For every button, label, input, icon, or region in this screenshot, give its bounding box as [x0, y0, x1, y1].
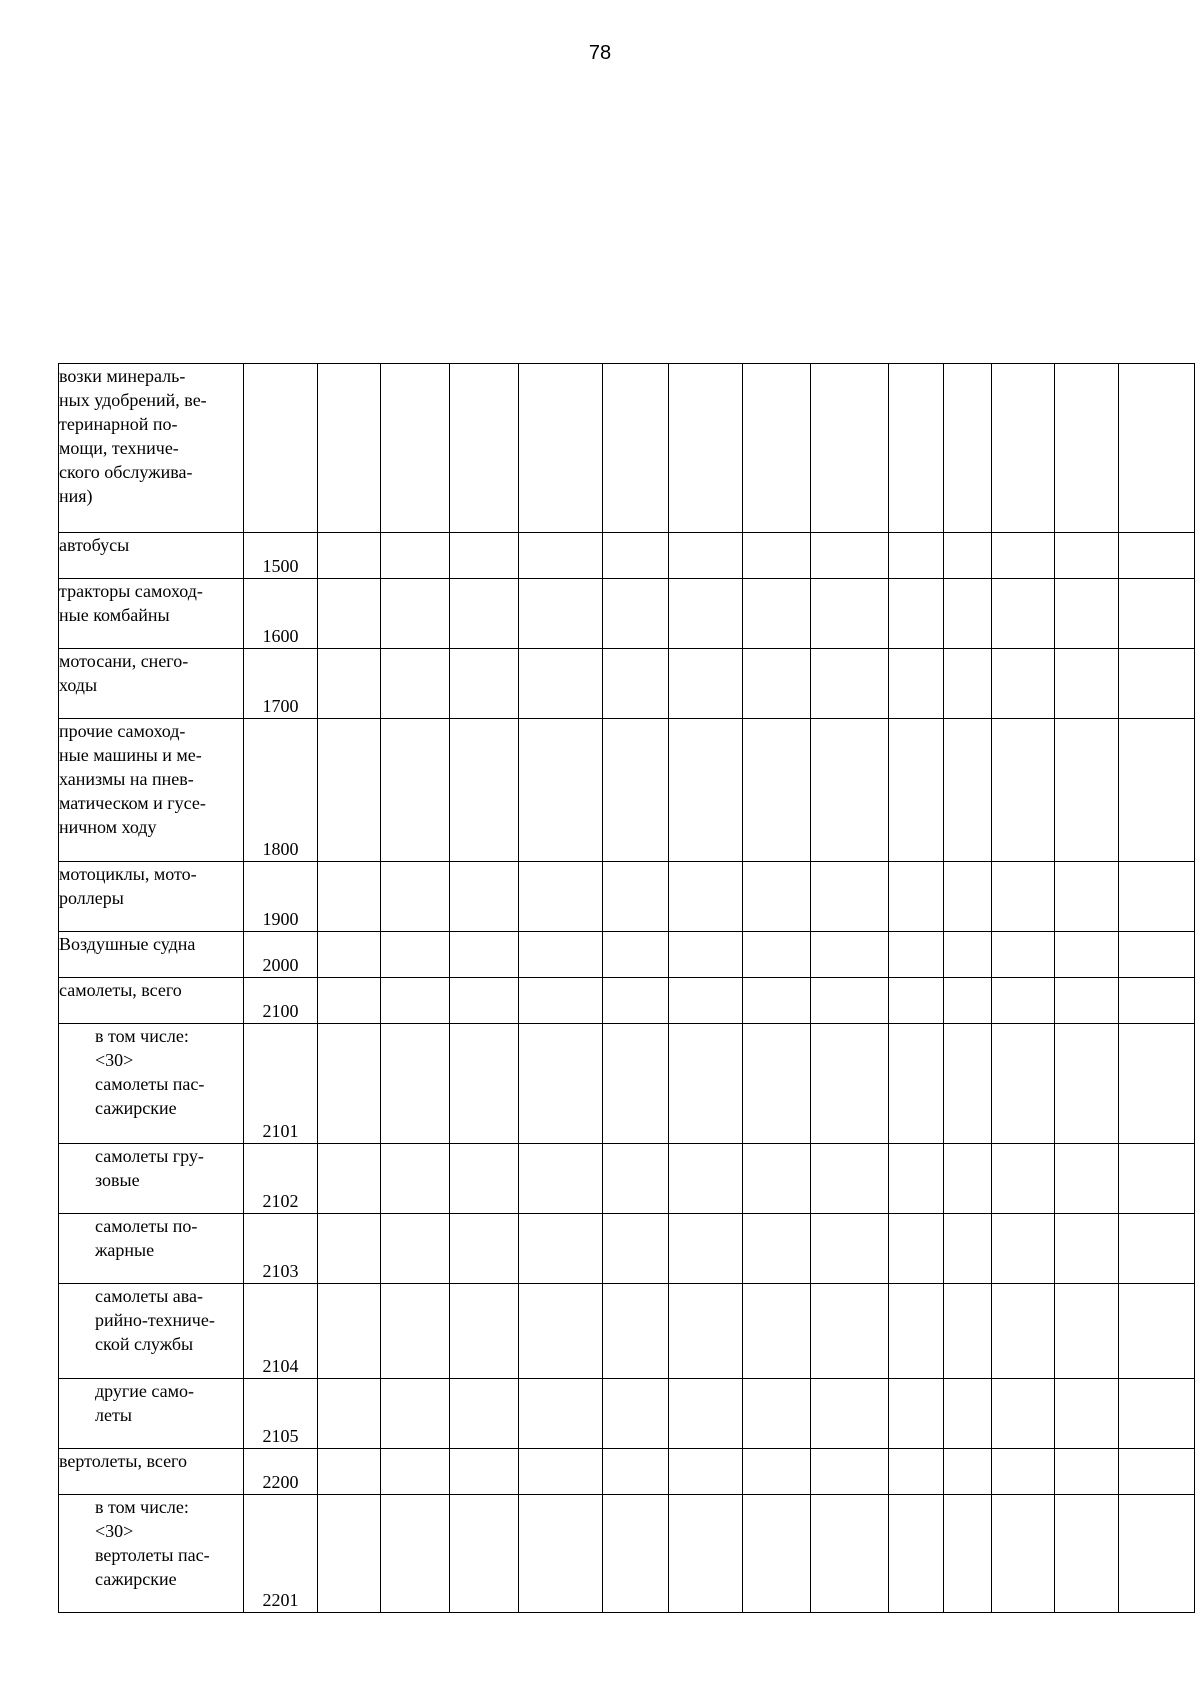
empty-cell	[889, 533, 944, 579]
table-row	[59, 649, 1195, 719]
empty-cell	[944, 1449, 992, 1495]
empty-cell	[318, 1379, 381, 1449]
empty-cell	[1119, 1449, 1195, 1495]
empty-cell	[318, 533, 381, 579]
empty-cell	[318, 1495, 381, 1613]
empty-cell	[743, 1024, 811, 1144]
empty-cell	[992, 1144, 1055, 1214]
empty-cell	[519, 1024, 603, 1144]
empty-cell	[450, 649, 519, 719]
empty-cell	[1055, 1379, 1119, 1449]
empty-cell	[1119, 1379, 1195, 1449]
row-code-cell: 2103	[244, 1214, 318, 1284]
row-label-cell	[59, 533, 244, 579]
empty-cell	[1055, 932, 1119, 978]
empty-cell	[743, 1214, 811, 1284]
empty-cell	[944, 1024, 992, 1144]
table-row	[59, 932, 1195, 978]
row-code-cell: 2200	[244, 1449, 318, 1495]
table-row	[59, 719, 1195, 862]
page-number: 78	[588, 42, 612, 64]
empty-cell	[603, 579, 669, 649]
empty-cell	[992, 978, 1055, 1024]
empty-cell	[450, 1024, 519, 1144]
empty-cell	[1119, 862, 1195, 932]
table-row	[59, 978, 1195, 1024]
empty-cell	[1055, 364, 1119, 533]
empty-cell	[811, 533, 889, 579]
empty-cell	[669, 533, 743, 579]
row-label-cell	[59, 649, 244, 719]
empty-cell	[669, 649, 743, 719]
empty-cell	[811, 364, 889, 533]
empty-cell	[519, 978, 603, 1024]
empty-cell	[889, 1024, 944, 1144]
row-label: прочие самоход- ные машины и ме- ханизмы на пнев- матическом и гусе- ничном ходу	[59, 721, 206, 837]
empty-cell	[450, 1449, 519, 1495]
empty-cell	[1119, 1214, 1195, 1284]
empty-cell	[603, 1284, 669, 1379]
row-label-cell	[59, 364, 244, 533]
empty-cell	[603, 862, 669, 932]
empty-cell	[944, 649, 992, 719]
empty-cell	[450, 932, 519, 978]
empty-cell	[381, 719, 450, 862]
empty-cell	[944, 1144, 992, 1214]
empty-cell	[519, 1449, 603, 1495]
empty-cell	[669, 1284, 743, 1379]
empty-cell	[381, 533, 450, 579]
row-label-cell	[59, 1449, 244, 1495]
empty-cell	[992, 579, 1055, 649]
empty-cell	[743, 978, 811, 1024]
empty-cell	[450, 719, 519, 862]
empty-cell	[519, 1144, 603, 1214]
empty-cell	[450, 862, 519, 932]
empty-cell	[1119, 1024, 1195, 1144]
row-code-cell: 2000	[244, 932, 318, 978]
empty-cell	[811, 1379, 889, 1449]
empty-cell	[1055, 579, 1119, 649]
empty-cell	[603, 533, 669, 579]
empty-cell	[519, 932, 603, 978]
empty-cell	[318, 1449, 381, 1495]
empty-cell	[519, 1284, 603, 1379]
row-label: самолеты ава- рийно-техниче- ской службы	[95, 1286, 215, 1354]
empty-cell	[992, 1449, 1055, 1495]
empty-cell	[318, 579, 381, 649]
empty-cell	[669, 1024, 743, 1144]
row-label-cell	[59, 579, 244, 649]
empty-cell	[1055, 1495, 1119, 1613]
empty-cell	[992, 1284, 1055, 1379]
row-label: мотосани, снего- ходы	[59, 651, 189, 695]
empty-cell	[519, 649, 603, 719]
empty-cell	[992, 364, 1055, 533]
empty-cell	[519, 719, 603, 862]
row-code-cell: 2102	[244, 1144, 318, 1214]
empty-cell	[381, 1284, 450, 1379]
empty-cell	[603, 649, 669, 719]
empty-cell	[669, 579, 743, 649]
empty-cell	[889, 1379, 944, 1449]
row-label: самолеты по- жарные	[95, 1216, 198, 1260]
empty-cell	[669, 1214, 743, 1284]
row-code-cell: 1900	[244, 862, 318, 932]
empty-cell	[318, 978, 381, 1024]
row-label-cell	[59, 1144, 244, 1214]
row-label: тракторы самоход- ные комбайны	[59, 581, 203, 625]
empty-cell	[743, 719, 811, 862]
empty-cell	[381, 1379, 450, 1449]
empty-cell	[1055, 1284, 1119, 1379]
empty-cell	[992, 719, 1055, 862]
row-label: возки минераль- ных удобрений, ве- теринарной по- мощи, техниче- ского обслужива- ния)	[59, 366, 207, 506]
empty-cell	[519, 533, 603, 579]
empty-cell	[603, 1495, 669, 1613]
empty-cell	[669, 932, 743, 978]
row-label-cell	[59, 978, 244, 1024]
table-row	[59, 1449, 1195, 1495]
empty-cell	[889, 978, 944, 1024]
empty-cell	[450, 1495, 519, 1613]
empty-cell	[318, 649, 381, 719]
table-row	[59, 533, 1195, 579]
vehicle-form-table	[58, 363, 1195, 1613]
row-code-cell	[244, 364, 318, 533]
row-code-cell: 1800	[244, 719, 318, 862]
empty-cell	[992, 1024, 1055, 1144]
row-label-cell	[59, 1284, 244, 1379]
empty-cell	[889, 932, 944, 978]
empty-cell	[1119, 932, 1195, 978]
empty-cell	[944, 719, 992, 862]
empty-cell	[1119, 719, 1195, 862]
empty-cell	[519, 579, 603, 649]
empty-cell	[450, 1284, 519, 1379]
empty-cell	[603, 1144, 669, 1214]
empty-cell	[944, 1214, 992, 1284]
row-label: самолеты, всего	[59, 980, 182, 1000]
row-code-cell: 1700	[244, 649, 318, 719]
empty-cell	[381, 978, 450, 1024]
empty-cell	[519, 1495, 603, 1613]
empty-cell	[811, 932, 889, 978]
empty-cell	[381, 649, 450, 719]
empty-cell	[318, 932, 381, 978]
table-row	[59, 1144, 1195, 1214]
row-label: автобусы	[59, 535, 130, 555]
empty-cell	[743, 649, 811, 719]
empty-cell	[450, 364, 519, 533]
row-label-cell	[59, 1024, 244, 1144]
empty-cell	[669, 1449, 743, 1495]
empty-cell	[944, 862, 992, 932]
empty-cell	[381, 1214, 450, 1284]
empty-cell	[811, 1449, 889, 1495]
empty-cell	[603, 719, 669, 862]
empty-cell	[381, 1449, 450, 1495]
empty-cell	[889, 862, 944, 932]
empty-cell	[992, 1379, 1055, 1449]
empty-cell	[318, 364, 381, 533]
table-row	[59, 1214, 1195, 1284]
empty-cell	[743, 1144, 811, 1214]
empty-cell	[944, 533, 992, 579]
empty-cell	[889, 649, 944, 719]
table-row	[59, 579, 1195, 649]
table-row	[59, 364, 1195, 533]
empty-cell	[603, 932, 669, 978]
empty-cell	[603, 1379, 669, 1449]
row-code-cell: 1600	[244, 579, 318, 649]
empty-cell	[743, 1379, 811, 1449]
row-label: в том числе: <30> самолеты пас- сажирские	[95, 1026, 205, 1118]
empty-cell	[1119, 649, 1195, 719]
empty-cell	[811, 978, 889, 1024]
empty-cell	[811, 1495, 889, 1613]
empty-cell	[1119, 1284, 1195, 1379]
row-label-cell	[59, 719, 244, 862]
empty-cell	[603, 1449, 669, 1495]
empty-cell	[669, 719, 743, 862]
empty-cell	[889, 579, 944, 649]
empty-cell	[743, 1284, 811, 1379]
empty-cell	[450, 1379, 519, 1449]
row-label-cell	[59, 1379, 244, 1449]
empty-cell	[889, 1144, 944, 1214]
empty-cell	[1119, 579, 1195, 649]
empty-cell	[603, 1214, 669, 1284]
row-label: другие само- леты	[95, 1381, 195, 1425]
empty-cell	[992, 1495, 1055, 1613]
empty-cell	[889, 719, 944, 862]
empty-cell	[811, 1284, 889, 1379]
empty-cell	[1055, 862, 1119, 932]
empty-cell	[944, 932, 992, 978]
empty-cell	[944, 364, 992, 533]
empty-cell	[1119, 533, 1195, 579]
empty-cell	[603, 364, 669, 533]
table-row	[59, 862, 1195, 932]
empty-cell	[1119, 1144, 1195, 1214]
empty-cell	[318, 1284, 381, 1379]
empty-cell	[1119, 978, 1195, 1024]
row-code-cell: 2100	[244, 978, 318, 1024]
empty-cell	[1055, 1214, 1119, 1284]
empty-cell	[944, 579, 992, 649]
empty-cell	[992, 533, 1055, 579]
row-label-cell	[59, 932, 244, 978]
empty-cell	[811, 579, 889, 649]
empty-cell	[318, 1144, 381, 1214]
row-code-cell: 2105	[244, 1379, 318, 1449]
empty-cell	[669, 364, 743, 533]
empty-cell	[743, 862, 811, 932]
empty-cell	[944, 978, 992, 1024]
empty-cell	[450, 1144, 519, 1214]
empty-cell	[381, 1144, 450, 1214]
empty-cell	[944, 1379, 992, 1449]
empty-cell	[811, 649, 889, 719]
empty-cell	[992, 1214, 1055, 1284]
empty-cell	[1119, 1495, 1195, 1613]
empty-cell	[381, 1495, 450, 1613]
table-row	[59, 1495, 1195, 1613]
empty-cell	[944, 1284, 992, 1379]
empty-cell	[381, 862, 450, 932]
empty-cell	[669, 1379, 743, 1449]
row-label: в том числе: <30> вертолеты пас- сажирские	[95, 1497, 210, 1589]
empty-cell	[450, 978, 519, 1024]
empty-cell	[450, 1214, 519, 1284]
row-label-cell	[59, 1495, 244, 1613]
empty-cell	[811, 862, 889, 932]
empty-cell	[669, 862, 743, 932]
empty-cell	[318, 719, 381, 862]
empty-cell	[381, 932, 450, 978]
empty-cell	[1055, 1449, 1119, 1495]
empty-cell	[889, 1449, 944, 1495]
empty-cell	[669, 978, 743, 1024]
empty-cell	[743, 364, 811, 533]
empty-cell	[519, 364, 603, 533]
table-row	[59, 1379, 1195, 1449]
empty-cell	[450, 579, 519, 649]
empty-cell	[743, 533, 811, 579]
table-row	[59, 1284, 1195, 1379]
empty-cell	[1055, 533, 1119, 579]
empty-cell	[743, 579, 811, 649]
empty-cell	[669, 1144, 743, 1214]
empty-cell	[743, 1495, 811, 1613]
empty-cell	[1055, 1024, 1119, 1144]
table-row	[59, 1024, 1195, 1144]
empty-cell	[603, 1024, 669, 1144]
empty-cell	[450, 533, 519, 579]
empty-cell	[811, 1214, 889, 1284]
row-label: мотоциклы, мото- роллеры	[59, 864, 197, 908]
empty-cell	[1055, 1144, 1119, 1214]
empty-cell	[992, 862, 1055, 932]
empty-cell	[811, 1024, 889, 1144]
empty-cell	[1055, 719, 1119, 862]
row-code-cell: 2101	[244, 1024, 318, 1144]
row-code-cell: 2201	[244, 1495, 318, 1613]
empty-cell	[381, 364, 450, 533]
empty-cell	[743, 1449, 811, 1495]
empty-cell	[992, 649, 1055, 719]
empty-cell	[318, 1024, 381, 1144]
empty-cell	[811, 1144, 889, 1214]
empty-cell	[519, 1379, 603, 1449]
empty-cell	[1055, 649, 1119, 719]
empty-cell	[743, 932, 811, 978]
row-label-cell	[59, 862, 244, 932]
empty-cell	[889, 1495, 944, 1613]
empty-cell	[889, 1214, 944, 1284]
empty-cell	[944, 1495, 992, 1613]
empty-cell	[811, 719, 889, 862]
empty-cell	[381, 579, 450, 649]
row-code-cell: 1500	[244, 533, 318, 579]
empty-cell	[889, 1284, 944, 1379]
empty-cell	[519, 862, 603, 932]
empty-cell	[992, 932, 1055, 978]
row-label: вертолеты, всего	[59, 1451, 187, 1471]
empty-cell	[603, 978, 669, 1024]
empty-cell	[1055, 978, 1119, 1024]
row-label: Воздушные судна	[59, 934, 196, 954]
empty-cell	[519, 1214, 603, 1284]
empty-cell	[1119, 364, 1195, 533]
empty-cell	[669, 1495, 743, 1613]
row-label-cell	[59, 1214, 244, 1284]
empty-cell	[381, 1024, 450, 1144]
empty-cell	[318, 1214, 381, 1284]
empty-cell	[318, 862, 381, 932]
empty-cell	[889, 364, 944, 533]
row-code-cell: 2104	[244, 1284, 318, 1379]
row-label: самолеты гру- зовые	[95, 1146, 204, 1190]
